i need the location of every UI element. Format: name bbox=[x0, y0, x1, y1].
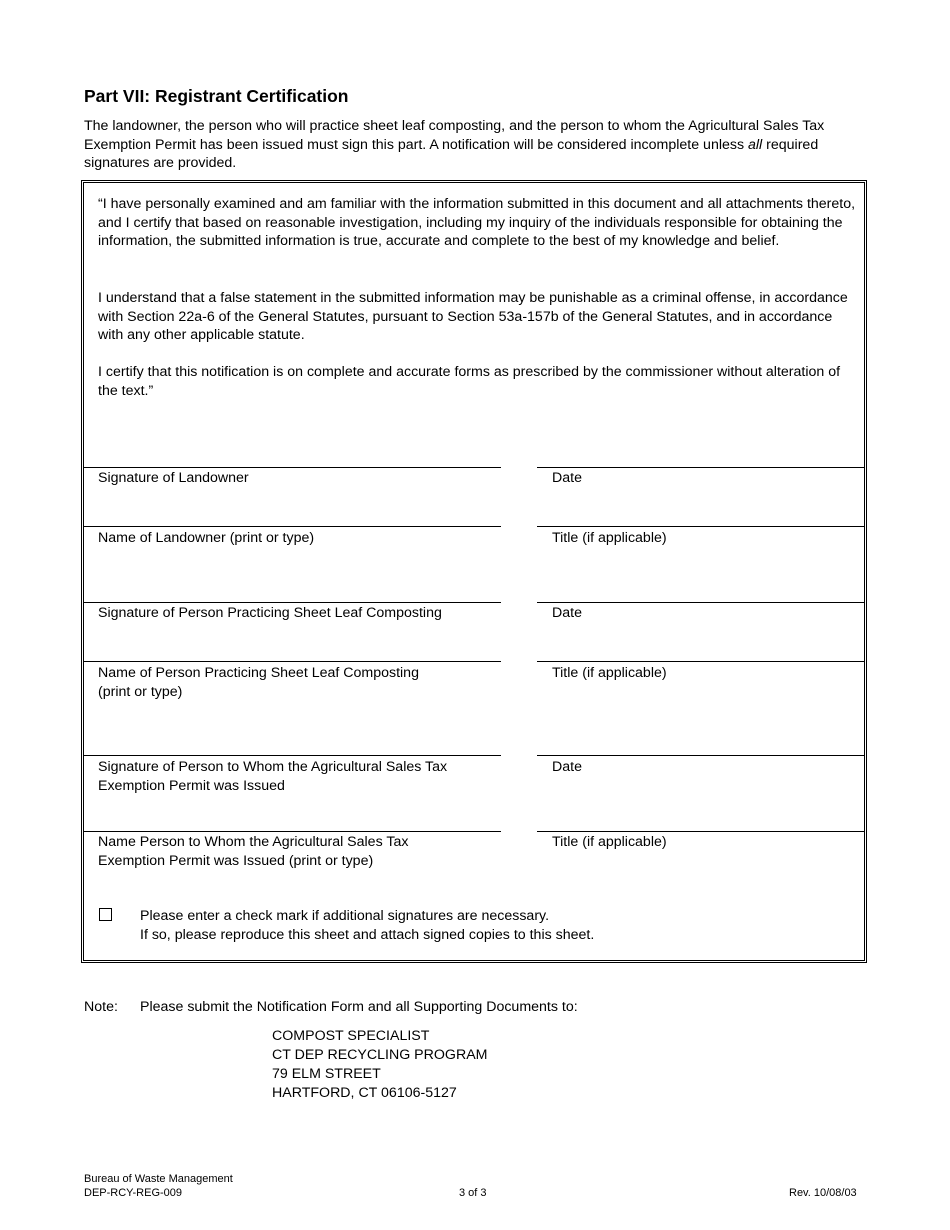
landowner-title-line[interactable] bbox=[537, 526, 864, 527]
intro-paragraph bbox=[84, 117, 864, 173]
permit-holder-signature-label-line1: Signature of Person to Whom the Agricultural Sales Tax bbox=[98, 759, 448, 775]
certification-paragraph-3: I certify that this notification is on complete and accurate forms as prescribed by the commissioner without alteration of the text.” bbox=[98, 364, 841, 399]
composter-date-line[interactable] bbox=[537, 602, 864, 603]
composter-signature-label: Signature of Person Practicing Sheet Leaf Composting bbox=[98, 605, 442, 621]
permit-holder-name-label bbox=[98, 833, 498, 870]
footer-form-id: DEP-RCY-REG-009 bbox=[84, 1187, 183, 1199]
permit-holder-date-line[interactable] bbox=[537, 755, 864, 756]
landowner-date-line[interactable] bbox=[537, 467, 864, 468]
landowner-name-line[interactable] bbox=[84, 526, 501, 527]
footer-page-number: 3 of 3 bbox=[459, 1187, 487, 1199]
note-text: Please submit the Notification Form and all Supporting Documents to: bbox=[140, 999, 578, 1015]
landowner-signature-label: Signature of Landowner bbox=[98, 470, 249, 486]
permit-holder-title-line[interactable] bbox=[537, 831, 864, 832]
address-line-3: 79 ELM STREET bbox=[272, 1066, 381, 1082]
certification-paragraph-2: I understand that a false statement in the submitted information may be punishable as a criminal offense, in accordance with Section 22a-6 of the General Statutes, pursuant to Section 53a-157b of the General Statutes, and in accordance with any other applicable statute. bbox=[98, 290, 848, 343]
additional-signatures-checkbox[interactable] bbox=[99, 908, 112, 921]
composter-title-line[interactable] bbox=[537, 661, 864, 662]
composter-name-label-line1: Name of Person Practicing Sheet Leaf Composting bbox=[98, 665, 419, 681]
note-label: Note: bbox=[84, 999, 118, 1015]
composter-signature-line[interactable] bbox=[84, 602, 501, 603]
additional-signatures-line2: If so, please reproduce this sheet and attach signed copies to this sheet. bbox=[140, 927, 595, 943]
landowner-signature-line[interactable] bbox=[84, 467, 501, 468]
page-title: Part VII: Registrant Certification bbox=[84, 86, 349, 106]
permit-holder-signature-line[interactable] bbox=[84, 755, 501, 756]
additional-signatures-line1: Please enter a check mark if additional signatures are necessary. bbox=[140, 908, 550, 924]
mailing-address bbox=[272, 1027, 487, 1103]
permit-holder-title-label: Title (if applicable) bbox=[552, 834, 667, 850]
footer-left bbox=[84, 1172, 233, 1200]
footer-revision: Rev. 10/08/03 bbox=[789, 1187, 857, 1199]
permit-holder-name-label-line1: Name Person to Whom the Agricultural Sales Tax bbox=[98, 834, 409, 850]
additional-signatures-instructions bbox=[140, 907, 840, 945]
certification-paragraph-1: “I have personally examined and am familiar with the information submitted in this document and all attachments thereto, and I certify that based on reasonable investigation, including my inquiry of the individuals responsible for obtaining the information, the submitted information is true, accurate and complete to the best of my knowledge and belief. bbox=[98, 196, 856, 249]
composter-title-label: Title (if applicable) bbox=[552, 665, 667, 681]
footer-bureau: Bureau of Waste Management bbox=[84, 1173, 233, 1185]
landowner-date-label: Date bbox=[552, 470, 582, 486]
permit-holder-date-label: Date bbox=[552, 759, 582, 775]
address-line-4: HARTFORD, CT 06106-5127 bbox=[272, 1085, 457, 1101]
permit-holder-signature-label-line2: Exemption Permit was Issued bbox=[98, 777, 285, 794]
landowner-name-label: Name of Landowner (print or type) bbox=[98, 530, 315, 546]
permit-holder-signature-label bbox=[98, 758, 498, 795]
composter-date-label: Date bbox=[552, 605, 582, 621]
intro-text: The landowner, the person who will practice sheet leaf composting, and the person to whom the Agricultural Sales Tax Exemption Permit has been issued must sign this part. A notification will be considered incomplete unless bbox=[84, 118, 825, 153]
intro-text-end: required signatures are provided. bbox=[84, 136, 819, 171]
address-line-1: COMPOST SPECIALIST bbox=[272, 1028, 430, 1044]
intro-emphasis: all bbox=[748, 136, 763, 153]
permit-holder-name-line[interactable] bbox=[84, 831, 501, 832]
permit-holder-name-label-line2: Exemption Permit was Issued (print or type) bbox=[98, 852, 374, 869]
composter-name-line[interactable] bbox=[84, 661, 501, 662]
composter-name-label bbox=[98, 664, 498, 701]
address-line-2: CT DEP RECYCLING PROGRAM bbox=[272, 1047, 488, 1063]
landowner-title-label: Title (if applicable) bbox=[552, 530, 667, 546]
composter-name-label-line2: (print or type) bbox=[98, 683, 183, 700]
